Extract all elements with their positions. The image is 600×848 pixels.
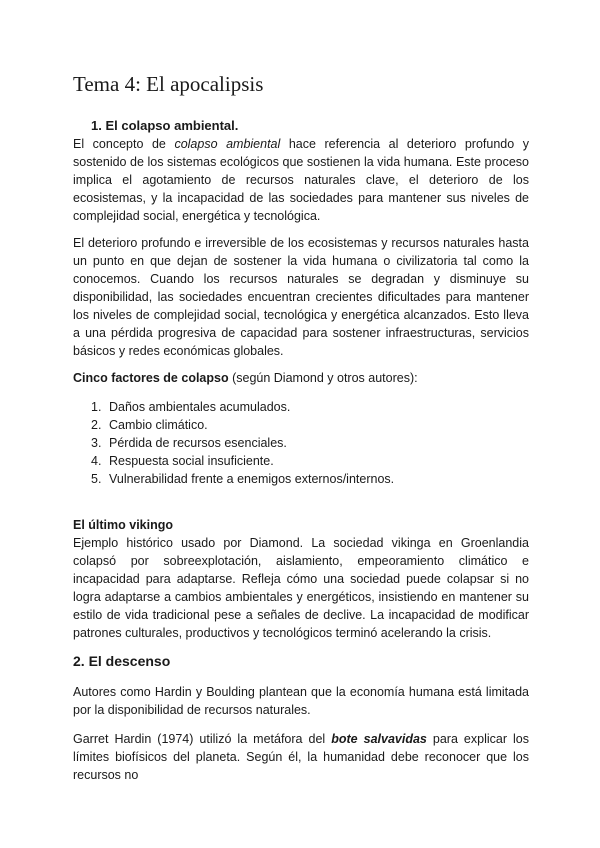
section-2-paragraph-1: Autores como Hardin y Boulding plantean que la economía humana está limitada por la disponibilidad de recursos naturales. — [73, 685, 529, 717]
paragraph-text: hace referencia al deterioro profundo y sostenido de los sistemas ecológicos que sostienen la vida humana. Este proceso implica el agotamiento de recursos naturales clave, el deterioro de los ecosistemas, y la incapacidad de las sociedades para mantener sus niveles de complejidad social, energética y tecnológica. — [73, 137, 529, 223]
list-item: 1. Daños ambientales acumulados. — [91, 400, 291, 414]
viking-subheading: El último vikingo — [73, 518, 174, 532]
factors-intro-rest: (según Diamond y otros autores): — [228, 371, 418, 385]
viking-paragraph — [73, 516, 529, 642]
section-2-heading: 2. El descenso — [73, 653, 171, 669]
factors-list — [91, 398, 394, 488]
viking-text: Ejemplo histórico usado por Diamond. La sociedad vikinga en Groenlandia colapsó por sobreexplotación, aislamiento, empeoramiento climático e incapacidad para adaptarse. Refleja cómo una sociedad puede colapsar si no logra adaptarse a cambios ambientales y energéticos, insistiendo en mantener su estilo de vida tradicional pese a señales de declive. La incapacidad de modificar patrones culturales, productivos y tecnológicos terminó acelerando la crisis. — [73, 536, 529, 640]
list-item: 5. Vulnerabilidad frente a enemigos externos/internos. — [91, 472, 395, 486]
section-1-heading: 1. El colapso ambiental. — [91, 118, 239, 133]
list-item: 3. Pérdida de recursos esenciales. — [91, 436, 287, 450]
section-2-paragraph-2 — [73, 730, 529, 784]
section-1-paragraph-1 — [73, 135, 529, 225]
factors-intro-bold: Cinco factores de colapso — [73, 371, 229, 385]
list-item: 2. Cambio climático. — [91, 418, 208, 432]
list-item: 4. Respuesta social insuficiente. — [91, 454, 274, 468]
paragraph-text: Garret Hardin (1974) utilizó la metáfora del — [73, 732, 332, 746]
paragraph-text: El concepto de — [73, 137, 175, 151]
factors-intro — [73, 369, 529, 387]
emphasis-term: bote salvavidas — [331, 732, 427, 746]
paragraph-text: para explicar los límites biofísicos del planeta. Según él, la humanidad debe reconocer que los recursos no — [73, 732, 529, 782]
section-1-paragraph-2: El deterioro profundo e irreversible de los ecosistemas y recursos naturales hasta un punto en que dejan de sostener la vida humana o civilizatoria tal como la conocemos. Cuando los recursos naturales se degradan y disminuye su disponibilidad, las sociedades encuentran crecientes dificultades para mantener los niveles de complejidad social, tecnológica y energética alcanzados. Esto lleva a una pérdida progresiva de capacidad para sostener infraestructuras, servicios básicos y redes económicas globales. — [73, 236, 529, 358]
page-title: Tema 4: El apocalipsis — [73, 72, 264, 96]
emphasis-term: colapso ambiental — [174, 137, 281, 151]
